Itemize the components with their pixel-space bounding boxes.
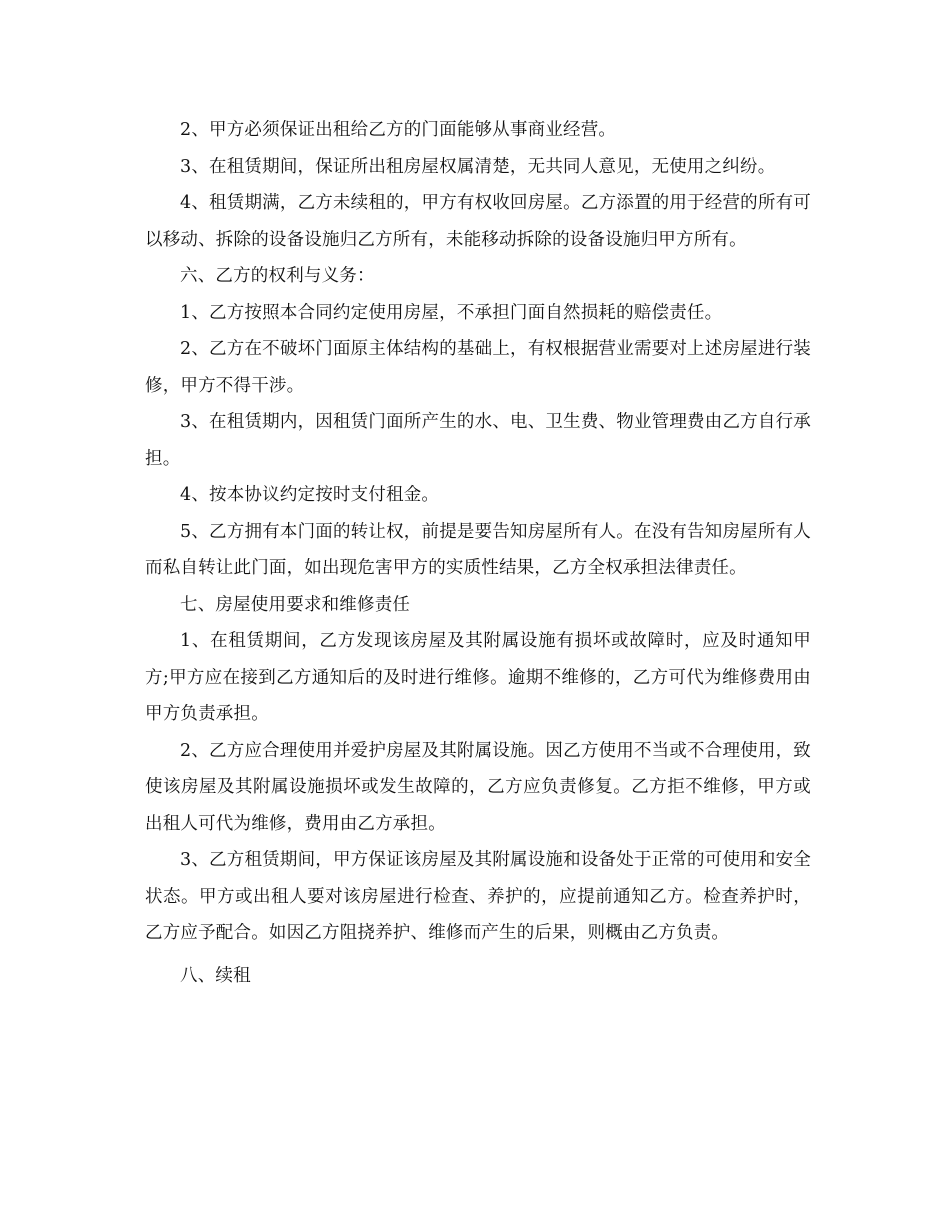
clause-5-item-4: 4、租赁期满，乙方未续租的，甲方有权收回房屋。乙方添置的用于经营的所有可以移动、拆除的设备设施归乙方所有，未能移动拆除的设备设施归甲方所有。 (145, 193, 811, 250)
clause-6-item-4: 4、按本协议约定按时支付租金。 (180, 485, 440, 505)
section-heading-6: 六、乙方的权利与义务： (180, 266, 375, 286)
clause-6-item-5: 5、乙方拥有本门面的转让权，前提是要告知房屋所有人。在没有告知房屋所有人而私自转让此门面，如出现危害甲方的实质性结果，乙方全权承担法律责任。 (145, 521, 811, 578)
document-body (145, 112, 811, 994)
clause-5-item-3: 3、在租赁期间，保证所出租房屋权属清楚，无共同人意见，无使用之纠纷。 (180, 156, 776, 177)
clause-7-item-2: 2、乙方应合理使用并爱护房屋及其附属设施。因乙方使用不当或不合理使用，致使该房屋及其附属设施损坏或发生故障的，乙方应负责修复。乙方拒不维修，甲方或出租人可代为维修，费用由乙方承担。 (145, 740, 811, 834)
section-heading-8: 八、续租 (180, 965, 251, 986)
clause-6-item-1: 1、乙方按照本合同约定使用房屋，不承担门面自然损耗的赔偿责任。 (180, 302, 723, 323)
clause-5-item-2: 2、甲方必须保证出租给乙方的门面能够从事商业经营。 (180, 120, 617, 140)
clause-6-item-2: 2、乙方在不破坏门面原主体结构的基础上，有权根据营业需要对上述房屋进行装修，甲方不得干涉。 (145, 339, 811, 396)
section-heading-7: 七、房屋使用要求和维修责任 (180, 594, 411, 615)
clause-7-item-3: 3、乙方租赁期间，甲方保证该房屋及其附属设施和设备处于正常的可使用和安全状态。甲方或出租人要对该房屋进行检查、养护的，应提前通知乙方。检查养护时，乙方应予配合。如因乙方阻挠养护、维修而产生的后果，则概由乙方负责。 (145, 850, 811, 943)
clause-6-item-3: 3、在租赁期内，因租赁门面所产生的水、电、卫生费、物业管理费由乙方自行承担。 (145, 412, 811, 469)
clause-7-item-1: 1、在租赁期间，乙方发现该房屋及其附属设施有损坏或故障时，应及时通知甲方;甲方应在接到乙方通知后的及时进行维修。逾期不维修的，乙方可代为维修费用由甲方负责承担。 (145, 631, 811, 724)
